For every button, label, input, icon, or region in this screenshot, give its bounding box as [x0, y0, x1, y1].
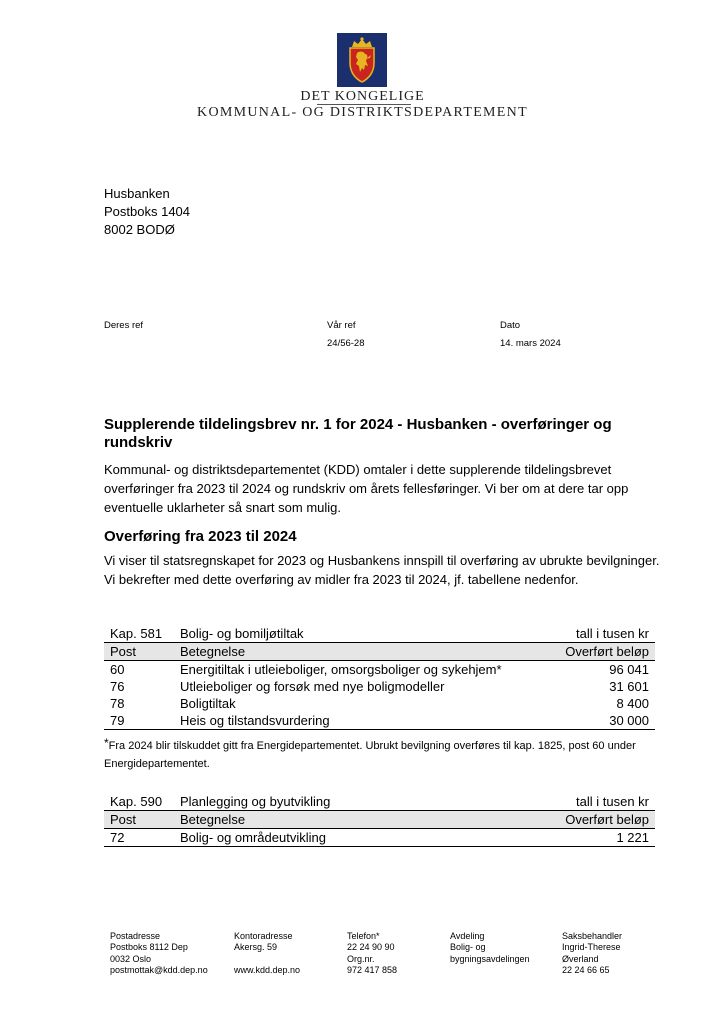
row-post: 76	[110, 679, 125, 694]
kap-name: Planlegging og byutvikling	[174, 793, 472, 811]
row-post: 79	[104, 712, 174, 730]
section-heading: Overføring fra 2023 til 2024	[104, 528, 297, 545]
footer-heading: Avdeling	[450, 931, 485, 941]
row-name: Utleieboliger og forsøk med nye boligmodeller	[180, 679, 445, 694]
recipient-postbox: Postboks 1404	[104, 204, 191, 219]
table-row	[104, 695, 655, 712]
dato-label: Dato	[500, 320, 521, 331]
deres-ref-label: Deres ref	[104, 320, 144, 331]
row-post: 78	[110, 696, 125, 711]
footer-line	[234, 954, 300, 965]
row-amount: 96 041	[609, 662, 649, 677]
table-row	[104, 661, 655, 679]
var-ref-label: Vår ref	[327, 320, 356, 331]
table-footnote	[104, 737, 659, 773]
footer-line: bygningsavdelingen	[450, 953, 530, 964]
footer-saksbehandler	[562, 931, 622, 976]
footer-postadresse	[110, 931, 208, 976]
table-row	[104, 829, 655, 847]
table-row	[104, 678, 655, 695]
row-amount: 31 601	[609, 679, 649, 694]
row-amount: 8 400	[616, 696, 649, 711]
coat-of-arms-logo	[337, 33, 387, 87]
footer-line: 972 417 858	[347, 964, 398, 975]
footer-heading: Saksbehandler	[562, 931, 623, 941]
footer-telefon	[347, 931, 397, 976]
footnote-text: Fra 2024 blir tilskuddet gitt fra Energidepartementet. Ubrukt bevilgning overføres til kap. 1825, post 60 under Energidepartementet.	[104, 740, 636, 770]
dato-value: 14. mars 2024	[500, 338, 561, 349]
letter-title: Supplerende tildelingsbrev nr. 1 for 2024 - Husbanken - overføringer og rundskriv	[104, 416, 612, 451]
unit-label: tall i tusen kr	[472, 793, 655, 811]
ministry-line2: KOMMUNAL- OG DISTRIKTSDEPARTEMENT	[197, 105, 528, 120]
col-amount: Overført beløp	[546, 643, 655, 661]
col-amount: Overført beløp	[472, 811, 655, 829]
row-name: Bolig- og områdeutvikling	[174, 829, 472, 847]
footer-line: 22 24 66 65	[562, 964, 610, 975]
footer-line: Akersg. 59	[234, 942, 278, 953]
col-post: Post	[104, 643, 174, 661]
footer-line: 22 24 90 90	[347, 942, 395, 953]
col-name: Betegnelse	[174, 643, 546, 661]
footnote-mark: *	[104, 736, 109, 750]
col-post: Post	[104, 811, 174, 829]
table-kap-row	[104, 793, 655, 811]
recipient-address	[104, 185, 190, 239]
footer-avdeling	[450, 931, 530, 965]
footer-line: Øverland	[562, 953, 599, 964]
footer-line: Org.nr.	[347, 953, 375, 964]
row-post: 60	[110, 662, 125, 677]
row-amount: 1 221	[472, 829, 655, 847]
recipient-name: Husbanken	[104, 186, 170, 201]
intro-paragraph: Kommunal- og distriktsdepartementet (KDD) omtaler i dette supplerende tildelingsbrevet overføringer fra 2023 til 2024 og rundskriv om årets fellesføringer. Vi ber om at dere tar opp eventuelle uklarheter så snart som mulig.	[104, 462, 629, 515]
footer-email: postmottak@kdd.dep.no	[110, 964, 208, 975]
unit-label: tall i tusen kr	[546, 625, 655, 643]
footer-heading: Postadresse	[110, 931, 161, 941]
table-header-row	[104, 811, 655, 829]
kap-label: Kap. 590	[104, 793, 174, 811]
ministry-line1: DET KONGELIGE	[300, 89, 425, 104]
var-ref-value: 24/56-28	[327, 338, 365, 349]
section-paragraph: Vi viser til statsregnskapet for 2023 og Husbankens innspill til overføring av ubrukte bevilgninger. Vi bekrefter med dette overføring av midler fra 2023 til 2024, jf. tabellene nedenfor.	[104, 553, 660, 587]
row-post: 72	[104, 829, 174, 847]
ministry-rule	[317, 104, 411, 105]
kap-label: Kap. 581	[104, 625, 174, 643]
table-row	[104, 712, 655, 730]
footer-line: Postboks 8112 Dep	[110, 942, 188, 953]
footer-line: Bolig- og	[450, 942, 486, 953]
transfer-table-kap-581	[104, 625, 655, 730]
kap-name: Bolig- og bomiljøtiltak	[174, 625, 546, 643]
col-name: Betegnelse	[174, 811, 472, 829]
footer-line: 0032 Oslo	[110, 953, 152, 964]
row-name: Energitiltak i utleieboliger, omsorgsboliger og sykehjem*	[180, 662, 502, 677]
row-name: Heis og tilstandsvurdering	[174, 712, 546, 730]
footer-website: www.kdd.dep.no	[234, 964, 301, 975]
footer-heading: Telefon*	[347, 931, 380, 941]
footer-kontoradresse	[234, 931, 300, 976]
table-header-row	[104, 643, 655, 661]
table-kap-row	[104, 625, 655, 643]
row-amount: 30 000	[546, 712, 655, 730]
ministry-name	[0, 89, 725, 121]
row-name: Boligtiltak	[180, 696, 236, 711]
footer-heading: Kontoradresse	[234, 931, 293, 941]
recipient-postal: 8002 BODØ	[104, 222, 175, 237]
transfer-table-kap-590	[104, 793, 655, 847]
footer-line: Ingrid-Therese	[562, 942, 621, 953]
